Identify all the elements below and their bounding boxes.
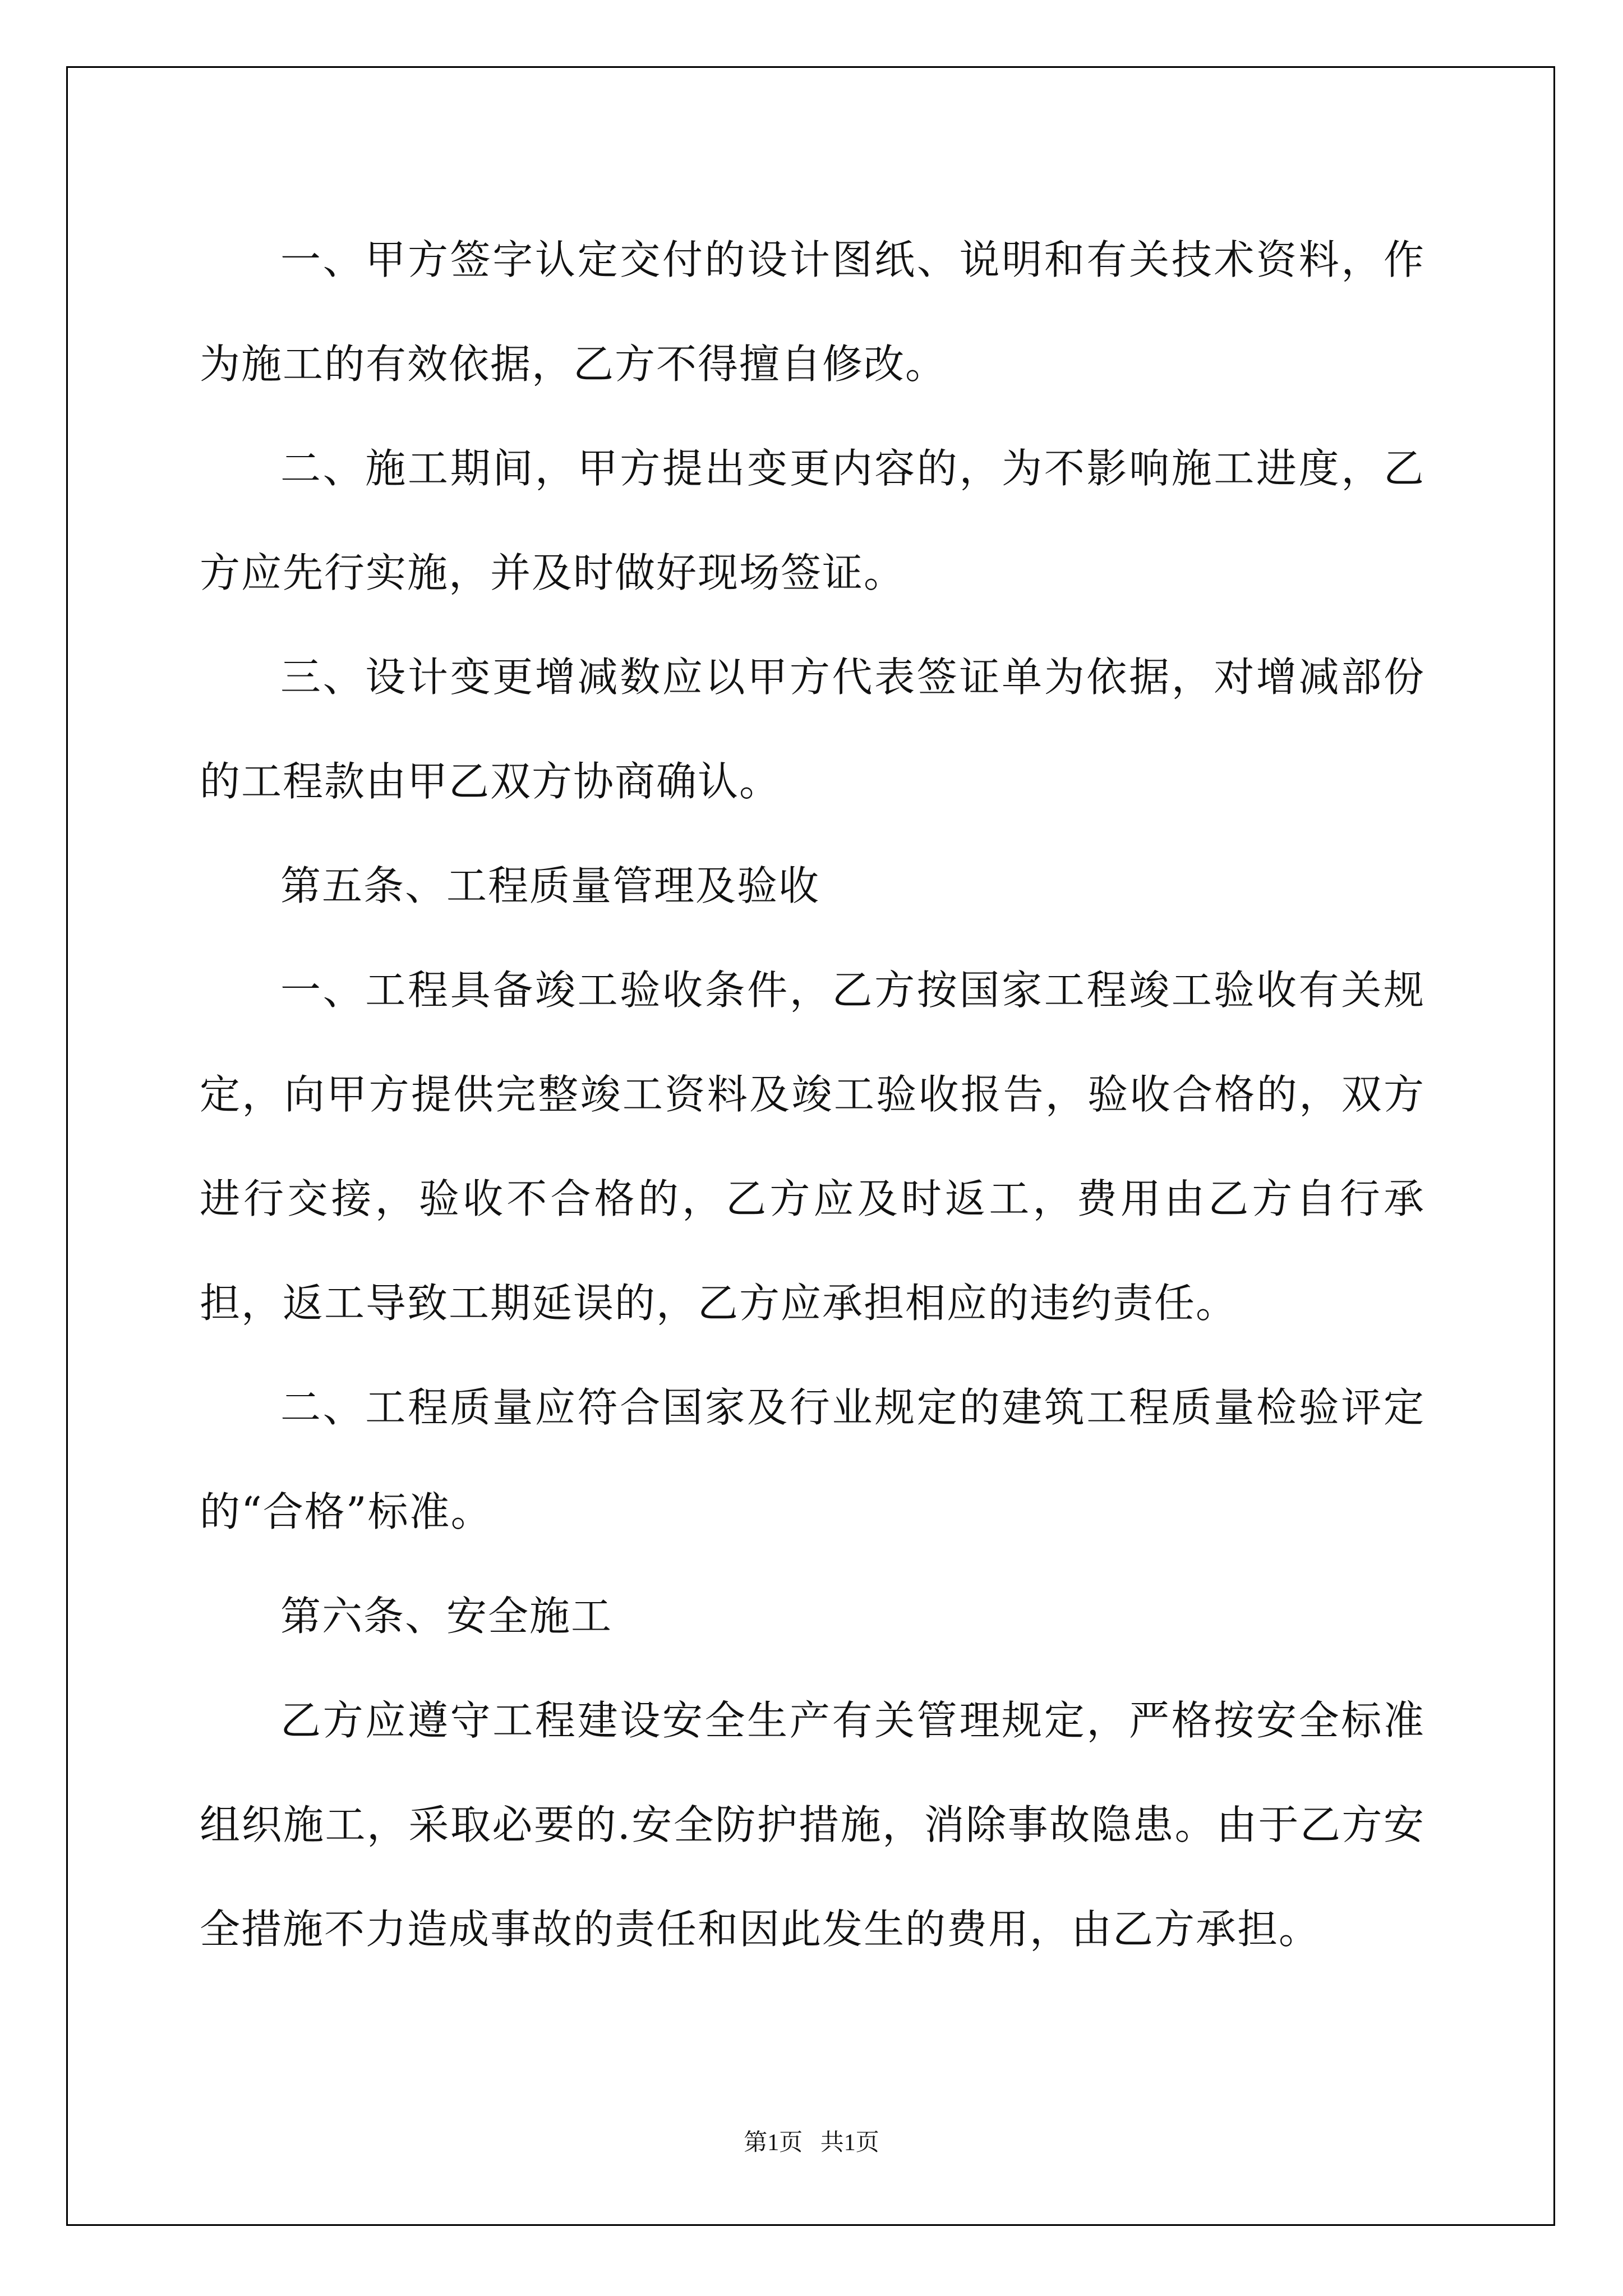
- section-heading-safety: 第六条、安全施工: [280, 1593, 613, 1640]
- section-heading-quality: 第五条、工程质量管理及验收: [280, 862, 820, 909]
- paragraph-change-settlement: 三、设计变更增减数应以甲方代表签证单为依据，对增减部份的工程款由甲乙双方协商确认。: [200, 654, 1425, 805]
- paragraph-construction-changes: 二、施工期间，甲方提出变更内容的，为不影响施工进度，乙方应先行实施，并及时做好现场签证。: [200, 445, 1425, 596]
- page-footer: 第1页 共1页: [744, 2130, 879, 2156]
- paragraph-quality-standard: 二、工程质量应符合国家及行业规定的建筑工程质量检验评定的“合格”标准。: [200, 1384, 1425, 1535]
- document-body: [200, 208, 1425, 1981]
- paragraph-safety: 乙方应遵守工程建设安全生产有关管理规定，严格按安全标准组织施工，采取必要的.安全防护措施，消除事故隐患。由于乙方安全措施不力造成事故的责任和因此发生的费用，由乙方承担。: [200, 1697, 1425, 1953]
- paragraph-design-drawings: 一、甲方签字认定交付的设计图纸、说明和有关技术资料，作为施工的有效依据，乙方不得擅自修改。: [200, 236, 1425, 388]
- paragraph-acceptance: 一、工程具备竣工验收条件，乙方按国家工程竣工验收有关规定，向甲方提供完整竣工资料及竣工验收报告，验收合格的，双方进行交接，验收不合格的，乙方应及时返工，费用由乙方自行承担，返工导致工期延误的，乙方应承担相应的违约责任。: [200, 967, 1425, 1327]
